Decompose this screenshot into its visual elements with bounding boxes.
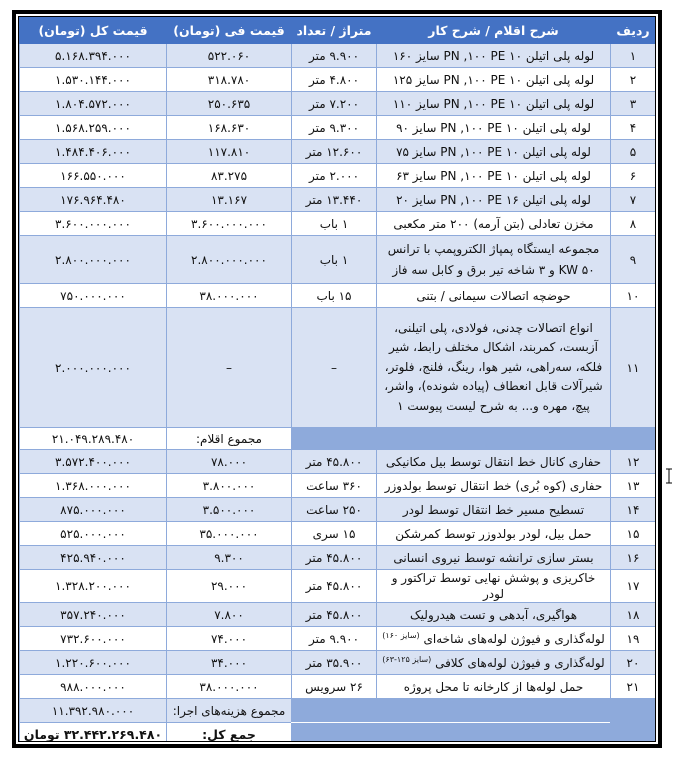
cell-total-price: ۴۲۵.۹۴۰.۰۰۰ [20, 546, 167, 570]
cell-quantity: ۳۶۰ ساعت [292, 474, 377, 498]
cell-total-price: ۱.۳۲۸.۲۰۰.۰۰۰ [20, 570, 167, 603]
cell-quantity: ۱۵ سری [292, 522, 377, 546]
grand-total-value: ۳۲.۴۴۲.۲۶۹.۴۸۰ تومان [20, 723, 167, 743]
cell-description: مخزن تعادلی (بتن آرمه) ۲۰۰ متر مکعبی [377, 212, 611, 236]
cell-quantity: ۱ باب [292, 236, 377, 284]
cell-unit-price: ۳۴.۰۰۰ [167, 651, 292, 675]
cell-quantity: – [292, 308, 377, 428]
table-row [20, 570, 656, 603]
text-cursor-icon [664, 468, 674, 484]
cell-description: حمل بیل، لودر بولدوزر توسط کمرشکن [377, 522, 611, 546]
cell-unit-price: ۳۵.۰۰۰.۰۰۰ [167, 522, 292, 546]
cell-quantity: ۲.۰۰۰ متر [292, 164, 377, 188]
description-text: لوله‌گذاری و فیوژن لوله‌های کلافی [435, 655, 605, 670]
header-quantity: متراژ / تعداد [292, 18, 377, 44]
cell-description: هواگیری، آبدهی و تست هیدرولیک [377, 603, 611, 627]
cell-description: لوله پلی اتیلن ۱۰ PN ,۱۰۰ PE سایز ۹۰ [377, 116, 611, 140]
cell-row-no: ۱۱ [611, 308, 656, 428]
cell-description: لوله پلی اتیلن ۱۰ PN ,۱۰۰ PE سایز ۱۶۰ [377, 44, 611, 68]
cell-unit-price: ۸۳.۲۷۵ [167, 164, 292, 188]
cell-quantity: ۹.۹۰۰ متر [292, 44, 377, 68]
table-row [20, 603, 656, 627]
table-row [20, 212, 656, 236]
cell-quantity: ۳۵.۹۰۰ متر [292, 651, 377, 675]
cell-description: خاکریزی و پوشش نهایی توسط تراکتور و لودر [377, 570, 611, 603]
table-row [20, 651, 656, 675]
table-row [20, 546, 656, 570]
cell-row-no: ۱۷ [611, 570, 656, 603]
subtotal-items-row [20, 428, 656, 450]
table-row [20, 627, 656, 651]
cell-total-price: ۵۲۵.۰۰۰.۰۰۰ [20, 522, 167, 546]
cell-row-no: ۵ [611, 140, 656, 164]
size-note: (سایز ۱۲۵-۶۳) [382, 654, 432, 664]
cell-description: مجموعه ایستگاه پمپاژ الکتروپمپ با ترانس ۵۰ KW و ۳ شاخه تیر برق و کابل سه فاز [377, 236, 611, 284]
cell-description: حفاری کانال خط انتقال توسط بیل مکانیکی [377, 450, 611, 474]
cell-unit-price: ۱۶۸.۶۳۰ [167, 116, 292, 140]
cell-unit-price: – [167, 308, 292, 428]
size-note: (سایز ۱۶۰) [382, 630, 420, 640]
cell-total-price: ۲.۰۰۰.۰۰۰.۰۰۰ [20, 308, 167, 428]
cell-description: حمل لوله‌ها از کارخانه تا محل پروژه [377, 675, 611, 699]
cell-description: تسطیح مسیر خط انتقال توسط لودر [377, 498, 611, 522]
cell-unit-price: ۳۸.۰۰۰.۰۰۰ [167, 284, 292, 308]
cell-quantity: ۴۵.۸۰۰ متر [292, 546, 377, 570]
cell-quantity: ۱۳.۴۴۰ متر [292, 188, 377, 212]
cell-row-no: ۲۱ [611, 675, 656, 699]
table-header-row [20, 18, 656, 44]
cell-row-no: ۱۵ [611, 522, 656, 546]
cell-total-price: ۳۵۷.۲۴۰.۰۰۰ [20, 603, 167, 627]
cell-description: لوله پلی اتیلن ۱۶ PN ,۱۰۰ PE سایز ۲۰ [377, 188, 611, 212]
cell-row-no: ۱ [611, 44, 656, 68]
cell-total-price: ۳.۵۷۲.۴۰۰.۰۰۰ [20, 450, 167, 474]
cell-quantity: ۱۲.۶۰۰ متر [292, 140, 377, 164]
cell-total-price: ۸۷۵.۰۰۰.۰۰۰ [20, 498, 167, 522]
cell-row-no: ۱۰ [611, 284, 656, 308]
cell-total-price: ۳.۶۰۰.۰۰۰.۰۰۰ [20, 212, 167, 236]
cell-total-price: ۱۷۶.۹۶۴.۴۸۰ [20, 188, 167, 212]
cell-quantity: ۹.۳۰۰ متر [292, 116, 377, 140]
filler-cell [292, 723, 611, 743]
filler-cell [292, 428, 656, 450]
cell-total-price: ۱۶۶.۵۵۰.۰۰۰ [20, 164, 167, 188]
cell-total-price: ۱.۸۰۴.۵۷۲.۰۰۰ [20, 92, 167, 116]
table-row [20, 308, 656, 428]
table-row [20, 450, 656, 474]
cell-row-no: ۲۰ [611, 651, 656, 675]
cell-unit-price: ۲.۸۰۰.۰۰۰.۰۰۰ [167, 236, 292, 284]
table-row [20, 68, 656, 92]
subtotal-execution-row [20, 699, 656, 723]
cell-quantity: ۴۵.۸۰۰ متر [292, 603, 377, 627]
cell-row-no: ۸ [611, 212, 656, 236]
cell-unit-price: ۲۵۰.۶۳۵ [167, 92, 292, 116]
cell-quantity: ۴.۸۰۰ متر [292, 68, 377, 92]
table-row [20, 284, 656, 308]
subtotal-items-value: ۲۱.۰۴۹.۲۸۹.۴۸۰ [20, 428, 167, 450]
cell-unit-price: ۱۳.۱۶۷ [167, 188, 292, 212]
table-row [20, 116, 656, 140]
table-row [20, 92, 656, 116]
cell-total-price: ۵.۱۶۸.۳۹۴.۰۰۰ [20, 44, 167, 68]
description-text: لوله‌گذاری و فیوژن لوله‌های شاخه‌ای [423, 631, 605, 646]
cell-quantity: ۲۶ سرویس [292, 675, 377, 699]
cell-unit-price: ۳۸.۰۰۰.۰۰۰ [167, 675, 292, 699]
cell-unit-price: ۷۴.۰۰۰ [167, 627, 292, 651]
header-total-price: قیمت کل (تومان) [20, 18, 167, 44]
cell-total-price: ۱.۲۲۰.۶۰۰.۰۰۰ [20, 651, 167, 675]
cell-unit-price: ۳.۵۰۰.۰۰۰ [167, 498, 292, 522]
cell-quantity: ۴۵.۸۰۰ متر [292, 570, 377, 603]
cell-description: حفاری (کوه بُری) خط انتقال توسط بولدوزر [377, 474, 611, 498]
table-row [20, 140, 656, 164]
cell-total-price: ۲.۸۰۰.۰۰۰.۰۰۰ [20, 236, 167, 284]
table-row [20, 236, 656, 284]
cell-unit-price: ۳.۶۰۰.۰۰۰.۰۰۰ [167, 212, 292, 236]
filler-cell [292, 699, 611, 723]
table-row [20, 522, 656, 546]
cell-quantity: ۹.۹۰۰ متر [292, 627, 377, 651]
cell-total-price: ۱.۵۶۸.۲۵۹.۰۰۰ [20, 116, 167, 140]
header-description: شرح اقلام / شرح کار [377, 18, 611, 44]
cell-unit-price: ۳۱۸.۷۸۰ [167, 68, 292, 92]
table-row [20, 164, 656, 188]
table-row [20, 188, 656, 212]
cell-unit-price: ۲۹.۰۰۰ [167, 570, 292, 603]
grand-total-label: جمع کل: [167, 723, 292, 743]
cell-total-price: ۱.۵۳۰.۱۴۴.۰۰۰ [20, 68, 167, 92]
cell-description: حوضچه اتصالات سیمانی / بتنی [377, 284, 611, 308]
cost-table-inner-border [18, 16, 656, 742]
header-unit-price: قیمت فی (تومان) [167, 18, 292, 44]
table-row [20, 44, 656, 68]
subtotal-execution-value: ۱۱.۳۹۲.۹۸۰.۰۰۰ [20, 699, 167, 723]
cell-total-price: ۷۳۲.۶۰۰.۰۰۰ [20, 627, 167, 651]
cell-row-no: ۹ [611, 236, 656, 284]
cell-row-no: ۱۴ [611, 498, 656, 522]
cell-description: انواع اتصالات چدنی، فولادی، پلی اتیلنی، آزبست، کمربند، اشکال مختلف رابط، شیر فلکه، سه‌راهی، شیر هوا، رینگ، فلنج، فلوتر، شیرآلات قابل انعطاف (پیاده شونده)، واشر، پیچ، مهره و... به شرح لیست پیوست ۱ [377, 308, 611, 428]
cell-description: لوله پلی اتیلن ۱۰ PN ,۱۰۰ PE سایز ۱۱۰ [377, 92, 611, 116]
filler-cell [611, 699, 656, 743]
cell-quantity: ۱۵ باب [292, 284, 377, 308]
cell-row-no: ۳ [611, 92, 656, 116]
cell-unit-price: ۳.۸۰۰.۰۰۰ [167, 474, 292, 498]
cell-row-no: ۷ [611, 188, 656, 212]
cell-quantity: ۱ باب [292, 212, 377, 236]
cell-row-no: ۱۳ [611, 474, 656, 498]
cell-unit-price: ۱۱۷.۸۱۰ [167, 140, 292, 164]
cell-total-price: ۹۸۸.۰۰۰.۰۰۰ [20, 675, 167, 699]
table-row [20, 675, 656, 699]
cell-unit-price: ۷.۸۰۰ [167, 603, 292, 627]
subtotal-execution-label: مجموع هزینه‌های اجرا: [167, 699, 292, 723]
cell-description [377, 627, 611, 651]
cell-description [377, 651, 611, 675]
cell-total-price: ۱.۳۶۸.۰۰۰.۰۰۰ [20, 474, 167, 498]
cell-row-no: ۱۹ [611, 627, 656, 651]
cell-total-price: ۷۵۰.۰۰۰.۰۰۰ [20, 284, 167, 308]
cell-description: لوله پلی اتیلن ۱۰ PN ,۱۰۰ PE سایز ۷۵ [377, 140, 611, 164]
grand-total-row [20, 723, 656, 743]
cost-table-frame [12, 10, 662, 748]
cell-unit-price: ۹.۳۰۰ [167, 546, 292, 570]
table-row [20, 474, 656, 498]
cell-total-price: ۱.۴۸۴.۴۰۶.۰۰۰ [20, 140, 167, 164]
header-row-no: ردیف [611, 18, 656, 44]
cost-estimate-table [19, 17, 656, 742]
subtotal-items-label: مجموع اقلام: [167, 428, 292, 450]
cell-row-no: ۶ [611, 164, 656, 188]
cell-unit-price: ۷۸.۰۰۰ [167, 450, 292, 474]
cell-description: لوله پلی اتیلن ۱۰ PN ,۱۰۰ PE سایز ۱۲۵ [377, 68, 611, 92]
cell-quantity: ۲۵۰ ساعت [292, 498, 377, 522]
cell-row-no: ۲ [611, 68, 656, 92]
cell-quantity: ۷.۲۰۰ متر [292, 92, 377, 116]
cell-row-no: ۴ [611, 116, 656, 140]
cell-description: لوله پلی اتیلن ۱۰ PN ,۱۰۰ PE سایز ۶۳ [377, 164, 611, 188]
cell-row-no: ۱۶ [611, 546, 656, 570]
cell-row-no: ۱۲ [611, 450, 656, 474]
cell-description: بستر سازی ترانشه توسط نیروی انسانی [377, 546, 611, 570]
cell-row-no: ۱۸ [611, 603, 656, 627]
cell-quantity: ۴۵.۸۰۰ متر [292, 450, 377, 474]
table-row [20, 498, 656, 522]
cell-unit-price: ۵۲۲.۰۶۰ [167, 44, 292, 68]
